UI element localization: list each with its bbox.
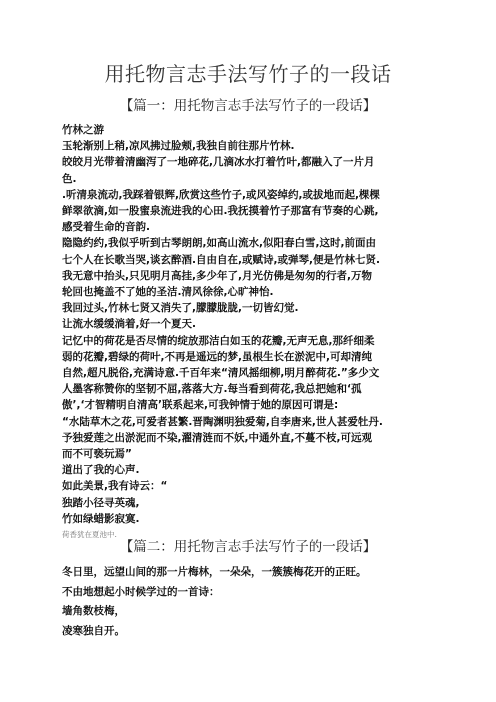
- paragraph-line: 记忆中的荷花是否尽情的绽放那洁白如玉的花瓣,无声无息,那纤细柔: [62, 334, 375, 347]
- section-2-body: [62, 563, 450, 641]
- paragraph-line: 如此美景,我有诗云：“: [62, 480, 168, 493]
- paragraph-line: 鲜翠欲滴,如一股蜜泉流进我的心田.我抚摸着竹子那富有节奏的心跳,: [62, 205, 379, 218]
- paragraph-line: 轮回也掩盖不了她的圣洁.清风徐徐,心旷神怡.: [62, 286, 274, 299]
- paragraph-line: 竹如绿蜡影寂寞.: [62, 512, 140, 525]
- paragraph-line: 道出了我的心声.: [62, 464, 140, 477]
- paragraph-line: 予独爱莲之出淤泥而不染,濯清涟而不妖,中通外直,不蔓不枝,可远观: [62, 431, 372, 444]
- paragraph-line: .听清泉流动,我踩着银辉,欣赏这些竹子,或风姿绰约,或拔地而起,棵棵: [62, 188, 380, 201]
- paragraph-line: 冬日里，远望山间的那一片梅林，一朵朵，一簇簇梅花开的正旺。: [62, 566, 367, 578]
- paragraph-line: 感受着生命的音韵.: [62, 221, 150, 234]
- paragraph-line: 独踏小径寻英魂,: [62, 496, 140, 509]
- paragraph-line: 不由地想起小时候学过的一首诗：: [62, 585, 220, 598]
- paragraph-line: 傲’,‘才智精明自清高’联系起来,可我钟情于她的原因可谓是:: [62, 399, 339, 412]
- paragraph-line: 人墨客称赞你的坚韧不屈,落落大方.每当看到荷花,我总把她和‘孤: [62, 383, 362, 396]
- paragraph-line: 墙角数枝梅，: [62, 605, 125, 618]
- paragraph-line: 皎皎月光带着清幽泻了一地碎花,几滴冰水打着竹叶,都融入了一片月: [62, 156, 375, 169]
- paragraph-line: 我回过头,竹林七贤又消失了,朦朦胧胧,一切皆幻觉.: [62, 302, 299, 315]
- paragraph-line: 七个人在长歌当哭,谈玄醉酒.自由自在,或赋诗,或弹琴,便是竹林七贤.: [62, 253, 380, 266]
- paragraph-line: 而不可亵玩焉”: [62, 448, 132, 461]
- paragraph-line: 凌寒独自开。: [62, 624, 125, 637]
- section-2-heading: 【篇二：用托物言志手法写竹子的一段话】: [119, 539, 377, 555]
- paragraph-line: 弱的花瓣,碧绿的荷叶,不再是遥远的梦,虽根生长在淤泥中,可却清纯: [62, 350, 372, 363]
- footnote-line: 荷香犹在夏池中.: [62, 530, 117, 540]
- paragraph-line: “水陆草木之花,可爱者甚繁.晋陶渊明独爱菊,自李唐来,世人甚爱牡丹.: [62, 415, 383, 428]
- paragraph-line: 我无意中抬头,只见明月高挂,多少年了,月光仿佛是匆匆的行者,万物: [62, 269, 372, 282]
- paragraph-line: 让流水缓缓淌着,好一个夏天.: [62, 318, 196, 331]
- paragraph-line: 竹林之游: [62, 124, 104, 136]
- paragraph-line: 色.: [62, 172, 77, 185]
- document-title: 用托物言志手法写竹子的一段话: [104, 62, 392, 86]
- paragraph-line: 隐隐约约,我似乎听到古琴朗朗,如高山流水,似阳春白雪,这时,前面由: [62, 237, 376, 250]
- paragraph-line: 玉轮渐别上稍,凉风拂过脸颊,我独自前往那片竹林.: [62, 140, 295, 153]
- section-1-body: [62, 122, 450, 543]
- section-1-heading: 【篇一：用托物言志手法写竹子的一段话】: [119, 98, 377, 114]
- paragraph-line: 自然,超凡脱俗,充满诗意.千百年来“清风摇细柳,明月醉荷花.”多少文: [62, 367, 380, 380]
